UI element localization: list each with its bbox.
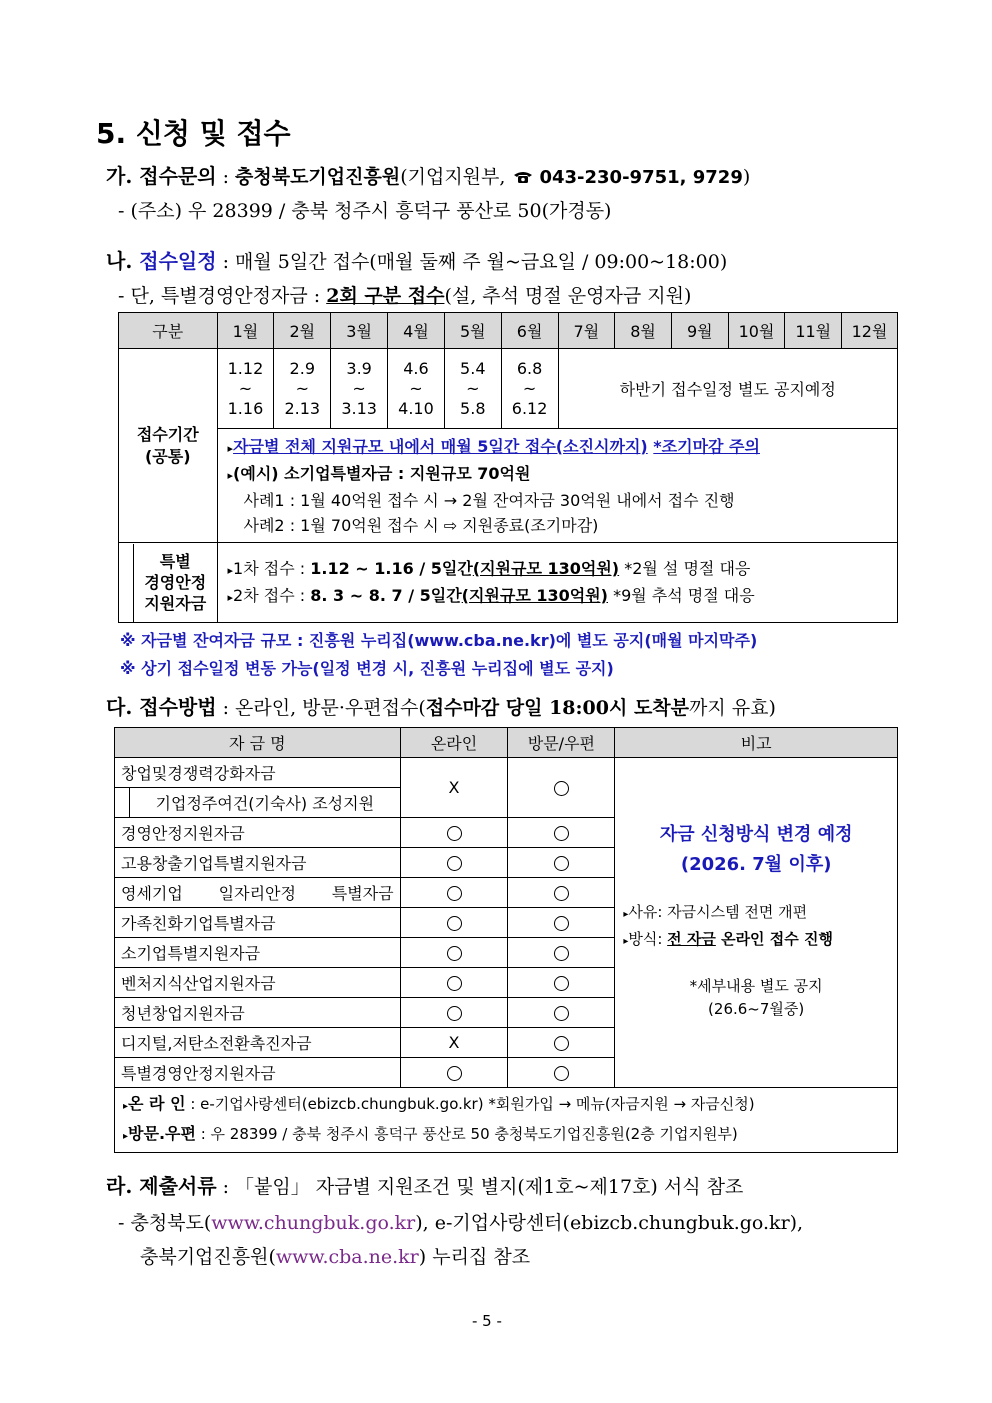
bullet-icon: ▸ [123, 1101, 129, 1112]
fund-name: 특별경영안정지원자금 [115, 1058, 401, 1088]
period-tilde: ~ [522, 378, 537, 398]
circle-icon [447, 1006, 462, 1021]
documents-label: 라. 제출서류 [106, 1174, 217, 1198]
schedule-header-first: 구분 [119, 313, 218, 349]
period-end: 6.12 [511, 398, 548, 418]
fund-name: 청년창업지원자금 [115, 998, 401, 1028]
method-text-1: : 온라인, 방문·우편접수( [216, 697, 426, 719]
period-end: 3.13 [341, 398, 377, 418]
period-start: 6.8 [516, 358, 543, 378]
note-1-tail: *조기마감 주의 [653, 436, 760, 456]
circle-icon [447, 976, 462, 991]
special-1-box: (지원규모 130억원) [472, 558, 620, 578]
circle-icon [447, 1066, 462, 1081]
circle-icon [554, 781, 569, 796]
circle-icon [554, 976, 569, 991]
schedule-period-row [119, 349, 898, 429]
fund-name: 디지털,저탄소전환촉진자금 [115, 1028, 401, 1058]
bullet-icon: ▸ [623, 936, 629, 947]
schedule-note-cell [217, 429, 897, 543]
contact-line [106, 160, 750, 189]
month-header: 12월 [842, 313, 898, 349]
note-1-text: 자금별 전체 지원규모 내에서 매월 5일간 접수(소진시까지) [233, 436, 648, 456]
special-cell [217, 543, 897, 623]
method-footer-row [115, 1088, 898, 1153]
method-label: 다. 접수방법 [106, 695, 217, 719]
common-period-label-1: 접수기간 [136, 424, 199, 444]
circle-icon [554, 1066, 569, 1081]
month-header: 3월 [331, 313, 388, 349]
visit-mark [508, 908, 615, 938]
period-tilde: ~ [295, 378, 309, 398]
special-label [133, 544, 217, 622]
section-title: 5. 신청 및 접수 [96, 117, 291, 150]
bullet-icon: ▸ [227, 441, 234, 455]
circle-icon [447, 856, 462, 871]
remark-method [615, 927, 897, 954]
schedule-header-row [119, 313, 898, 349]
visit-mark [508, 878, 615, 908]
case-1: 사례1 : 1월 40억원 접수 시 → 2월 잔여자금 30억원 내에서 접수 진행 [243, 490, 735, 510]
contact-org: 충청북도기업진흥원 [235, 166, 401, 188]
chungbuk-link[interactable]: www.chungbuk.go.kr [211, 1212, 416, 1234]
fund-name: 벤처지식산업지원자금 [115, 968, 401, 998]
cba-link[interactable]: www.cba.ne.kr [275, 1246, 419, 1268]
bullet-icon: ▸ [227, 563, 234, 577]
month-header: 4월 [388, 313, 445, 349]
contact-paren-close: ) [742, 166, 751, 188]
contact-label: 가. 접수문의 [106, 164, 217, 188]
month-header: 7월 [558, 313, 615, 349]
online-mark [400, 878, 508, 908]
schedule-table [118, 312, 898, 623]
contact-phone: 043-230-9751, 9729 [539, 167, 743, 188]
online-mark [400, 1058, 508, 1088]
remark-reason [615, 900, 897, 927]
schedule-line [106, 245, 727, 274]
bullet-icon: ▸ [227, 468, 234, 482]
common-period-label-2: (공통) [144, 446, 191, 466]
period-cell [217, 349, 274, 429]
schedule-subline [118, 281, 691, 308]
remark-cell [615, 758, 898, 1088]
period-end: 1.16 [227, 398, 264, 418]
special-label-1: 특별 [159, 552, 191, 571]
contact-colon: : [216, 166, 236, 188]
visit-mark [508, 1028, 615, 1058]
month-header: 10월 [728, 313, 785, 349]
notice-2: ※ 상기 접수일정 변동 가능(일정 변경 시, 진흥원 누리집에 별도 공지) [120, 659, 614, 678]
circle-icon [554, 916, 569, 931]
special-2-bold: 8. 3 ~ 8. 7 / 5일간 [310, 585, 462, 605]
remark-reason-text: 사유: 자금시스템 전면 개편 [628, 903, 808, 921]
circle-icon [447, 886, 462, 901]
special-row [119, 543, 898, 623]
remark-method-prefix: 방식: [628, 930, 668, 948]
special-label-2: 경영안정 [144, 573, 207, 592]
online-mark [400, 908, 508, 938]
period-tilde: ~ [238, 378, 253, 398]
period-start: 4.6 [403, 358, 429, 378]
visit-mark [508, 1058, 615, 1088]
phone-icon [513, 167, 533, 181]
visit-mark [508, 998, 615, 1028]
month-header: 5월 [444, 313, 501, 349]
header-visit: 방문/우편 [508, 728, 615, 758]
special-1-tail: *2월 설 명절 대응 [619, 558, 751, 578]
footer-visit-text: : 우 28399 / 충북 청주시 흥덕구 풍산로 50 충청북도기업진흥원(2층 기업지원부) [195, 1125, 738, 1143]
special-1-prefix: 1차 접수 : [233, 558, 311, 578]
special-2-box: (지원규모 130억원) [461, 585, 608, 605]
month-header: 11월 [785, 313, 842, 349]
period-cell [501, 349, 558, 429]
fund-name: 경영안정지원자금 [115, 818, 401, 848]
special-1-bold: 1.12 ~ 1.16 / 5일간 [310, 558, 473, 578]
period-tilde: ~ [466, 378, 480, 398]
notice-1: ※ 자금별 잔여자금 규모 : 진흥원 누리집(www.cba.ne.kr)에 별도 공지(매월 마지막주) [120, 631, 758, 650]
note-2 [228, 461, 887, 488]
schedule-label: 접수일정 [139, 249, 217, 273]
fund-name: 가족친화기업특별자금 [115, 908, 401, 938]
method-footer [115, 1088, 898, 1153]
circle-icon [554, 856, 569, 871]
footer-online-label: 온 라 인 [128, 1094, 186, 1113]
online-mark [400, 938, 508, 968]
online-mark [400, 998, 508, 1028]
remark-title-1: 자금 신청방식 변경 예정 [659, 824, 853, 845]
circle-icon [554, 826, 569, 841]
fund-name-cell [115, 788, 401, 818]
period-cell [444, 349, 501, 429]
documents-line [106, 1170, 743, 1199]
circle-icon [447, 916, 462, 931]
period-end: 2.13 [284, 398, 321, 418]
second-half-note: 하반기 접수일정 별도 공지예정 [558, 349, 897, 429]
visit-mark [508, 758, 615, 818]
fund-name: 기업정주여건(기숙사) 조성지원 [129, 788, 400, 817]
online-mark [400, 968, 508, 998]
period-cell [274, 349, 331, 429]
documents-line3-prefix: 충북기업진흥원( [140, 1246, 276, 1268]
schedule-sub-prefix: - 단, 특별경영안정자금 : [118, 285, 327, 307]
contact-address: - (주소) 우 28399 / 충북 청주시 흥덕구 풍산로 50(가경동) [118, 200, 612, 222]
method-header-row [115, 728, 898, 758]
circle-icon [554, 946, 569, 961]
common-period-label [119, 349, 218, 543]
schedule-note-row [119, 429, 898, 543]
period-tilde: ~ [409, 378, 423, 398]
header-fund-name: 자 금 명 [115, 728, 401, 758]
case-2: 사례2 : 1월 70억원 접수 시 ⇨ 지원종료(조기마감) [243, 515, 599, 535]
month-header: 2월 [274, 313, 331, 349]
footer-online [123, 1090, 889, 1120]
footer-visit [123, 1120, 889, 1150]
circle-icon [554, 886, 569, 901]
documents-line2-mid: ), e-기업사랑센터(ebizcb.chungbuk.go.kr), [415, 1212, 804, 1234]
note-1 [228, 434, 887, 461]
remark-method-ul: 전 자금 [667, 930, 716, 948]
special-2-prefix: 2차 접수 : [233, 585, 311, 605]
fund-name: 창업및경쟁력강화자금 [115, 758, 401, 788]
footer-online-text: : e-기업사랑센터(ebizcb.chungbuk.go.kr) *회원가입 → 메뉴(자금지원 → 자금신청) [185, 1095, 755, 1113]
period-end: 4.10 [398, 398, 434, 418]
header-remark: 비고 [615, 728, 898, 758]
visit-mark [508, 818, 615, 848]
visit-mark [508, 848, 615, 878]
schedule-sub-emph: 2회 구분 접수 [326, 285, 445, 307]
month-header: 6월 [501, 313, 558, 349]
bullet-icon: ▸ [227, 590, 234, 604]
period-tilde: ~ [352, 378, 366, 398]
footer-visit-label: 방문.우편 [128, 1124, 196, 1143]
method-row [115, 758, 898, 788]
online-mark [400, 848, 508, 878]
month-header: 1월 [217, 313, 274, 349]
period-cell [388, 349, 445, 429]
period-start: 3.9 [346, 358, 372, 378]
visit-mark [508, 968, 615, 998]
method-table [114, 727, 898, 1153]
period-start: 2.9 [289, 358, 315, 378]
schedule-sub-suffix: (설, 추석 명절 운영자금 지원) [444, 285, 692, 307]
method-text-2: 까지 유효) [689, 697, 776, 719]
fund-name: 소기업특별지원자금 [115, 938, 401, 968]
documents-line-2 [118, 1208, 803, 1235]
remark-detail-2: (26.6~7월중) [708, 1000, 805, 1018]
schedule-label-prefix: 나. [106, 249, 140, 273]
online-mark: X [400, 1028, 508, 1058]
online-mark [400, 818, 508, 848]
header-online: 온라인 [400, 728, 508, 758]
period-cell [331, 349, 388, 429]
contact-paren-open: (기업지원부, [400, 166, 512, 188]
schedule-text: : 매월 5일간 접수(매월 둘째 주 월~금요일 / 09:00~18:00) [216, 251, 728, 273]
circle-icon [554, 1036, 569, 1051]
circle-icon [447, 826, 462, 841]
period-start: 1.12 [227, 358, 264, 378]
documents-line3-suffix: ) 누리집 참조 [418, 1246, 531, 1268]
month-header: 9월 [671, 313, 728, 349]
note-2-text: (예시) 소기업특별자금 : 지원규모 70억원 [233, 463, 531, 483]
period-start: 5.4 [460, 358, 486, 378]
fund-name: 고용창출기업특별지원자금 [115, 848, 401, 878]
remark-method-tail: 온라인 접수 진행 [715, 930, 833, 948]
circle-icon [447, 946, 462, 961]
special-2 [228, 583, 887, 610]
special-label-cell [119, 543, 218, 623]
period-end: 5.8 [460, 398, 486, 418]
remark-detail-1: *세부내용 별도 공지 [689, 977, 823, 995]
bullet-icon: ▸ [623, 909, 629, 920]
documents-line2-prefix: - 충청북도( [118, 1212, 212, 1234]
month-header: 8월 [615, 313, 672, 349]
method-line [106, 691, 776, 720]
circle-icon [554, 1006, 569, 1021]
remark-title-2: (2026. 7월 이후) [680, 854, 832, 875]
online-mark: X [400, 758, 508, 818]
method-emph: 접수마감 당일 18:00시 도착분 [425, 697, 690, 719]
documents-text: : 「붙임」 자금별 지원조건 및 별지(제1호~제17호) 서식 참조 [216, 1176, 744, 1198]
fund-name: 영세기업 일자리안정 특별자금 [115, 878, 401, 908]
bullet-icon: ▸ [123, 1131, 129, 1142]
documents-line-3 [140, 1242, 530, 1269]
special-2-tail: *9월 추석 명절 대응 [608, 585, 755, 605]
special-1 [228, 556, 887, 583]
special-label-3: 지원자금 [144, 594, 207, 613]
visit-mark [508, 938, 615, 968]
page-number: - 5 - [472, 1312, 502, 1330]
